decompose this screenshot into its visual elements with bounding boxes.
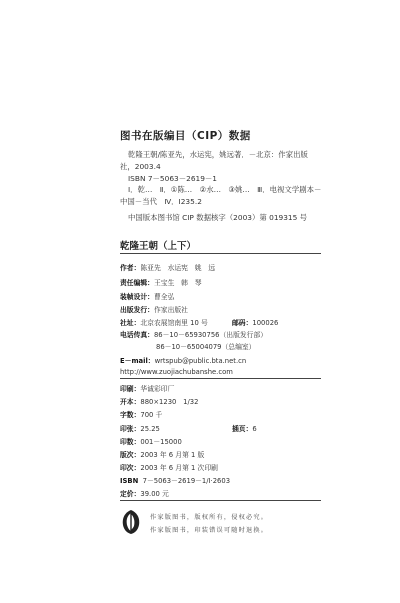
editor-value: 王宝生 韩 琴 [153, 279, 202, 287]
format-row [120, 396, 198, 406]
printer-row [120, 383, 174, 393]
book-title: 乾隆王朝（上下） [120, 241, 197, 252]
email-value: wrtspub@public.bta.net.cn [154, 357, 247, 365]
phone-row-2 [156, 341, 255, 351]
copyright-note: 作家版图书，版权所有，侵权必究。 [150, 514, 269, 521]
isbn-label: ISBN [120, 477, 139, 485]
sheets-label: 印张： [120, 425, 141, 433]
format-value: 880×1230 1/32 [140, 398, 199, 406]
copies-row [120, 436, 182, 446]
cip-title: 图书在版编目（CIP）数据 [120, 130, 251, 142]
sheets-value: 25.25 [140, 425, 160, 433]
phone-row [120, 329, 267, 339]
printer-value: 华诚彩印厂 [140, 385, 175, 393]
design-value: 曹全弘 [153, 293, 175, 301]
copyright-note: 作家版图书，印装错误可随时退换。 [150, 527, 269, 534]
editor-label: 责任编辑： [120, 279, 154, 287]
postcode-label: 邮码： [232, 319, 253, 327]
words-value: 700 千 [140, 411, 163, 419]
author-label: 作者： [120, 264, 141, 272]
publisher-value: 作家出版社 [153, 306, 188, 314]
postcode-value: 100026 [252, 319, 279, 327]
divider-top [120, 253, 321, 254]
email-label: E－mail： [120, 357, 155, 365]
author-row [120, 262, 215, 272]
edition-row [120, 449, 204, 459]
cip-line: 社，2003.4 [120, 162, 161, 171]
cip-line: 中国－当代 Ⅳ．I235.2 [120, 197, 202, 206]
phone-value-1: 86－10－65930756（出版发行部） [153, 331, 268, 339]
http-row [120, 368, 233, 376]
phone-value-2: 86－10－65004079（总编室） [156, 343, 256, 351]
printing-label: 印次： [120, 464, 141, 472]
price-label: 定价： [120, 490, 141, 498]
address-label: 社址： [120, 319, 141, 327]
publisher-label: 出版发行： [120, 306, 154, 314]
cip-line: 中国版本图书馆 CIP 数据核字（2003）第 019315 号 [128, 213, 308, 222]
plates-row [232, 423, 257, 433]
isbn-row [120, 475, 230, 485]
printing-row [120, 462, 218, 472]
author-value: 陈亚先 水运宪 姚 远 [140, 264, 216, 272]
cip-line: Ⅰ．乾… Ⅱ．①陈… ②水… ③姚… Ⅲ．电视文学剧本－ [128, 185, 322, 194]
design-label: 装帧设计： [120, 293, 154, 301]
writers-publishing-house-logo-icon [120, 509, 142, 535]
address-row [120, 317, 208, 327]
printing-value: 2003 年 6 月第 1 次印刷 [140, 464, 218, 472]
sheets-row [120, 423, 160, 433]
phone-label: 电话传真： [120, 331, 154, 339]
email-row [120, 355, 246, 365]
price-value: 39.00 元 [140, 490, 169, 498]
address-value: 北京农展馆南里 10 号 [140, 319, 208, 327]
printer-label: 印刷： [120, 385, 141, 393]
divider-bottom [120, 500, 321, 501]
edition-label: 版次： [120, 451, 141, 459]
http-value: http://www.zuojiachubanshe.com [120, 368, 233, 376]
format-label: 开本： [120, 398, 141, 406]
postcode-row [232, 317, 278, 327]
words-label: 字数： [120, 411, 141, 419]
cip-line: ISBN 7－5063－2619－1 [128, 174, 218, 183]
editor-row [120, 277, 202, 287]
design-row [120, 291, 174, 301]
edition-value: 2003 年 6 月第 1 版 [140, 451, 205, 459]
isbn-value: 7－5063－2619－1/I·2603 [142, 477, 231, 485]
words-row [120, 409, 162, 419]
publisher-row [120, 304, 188, 314]
copies-label: 印数： [120, 438, 141, 446]
divider-middle [120, 378, 321, 379]
cip-line: 乾隆王朝/陈亚先，水运宪，姚远著．－北京：作家出版 [128, 150, 308, 159]
price-row [120, 488, 169, 498]
copies-value: 001－15000 [140, 438, 182, 446]
plates-label: 插页： [232, 425, 253, 433]
plates-value: 6 [252, 425, 257, 433]
